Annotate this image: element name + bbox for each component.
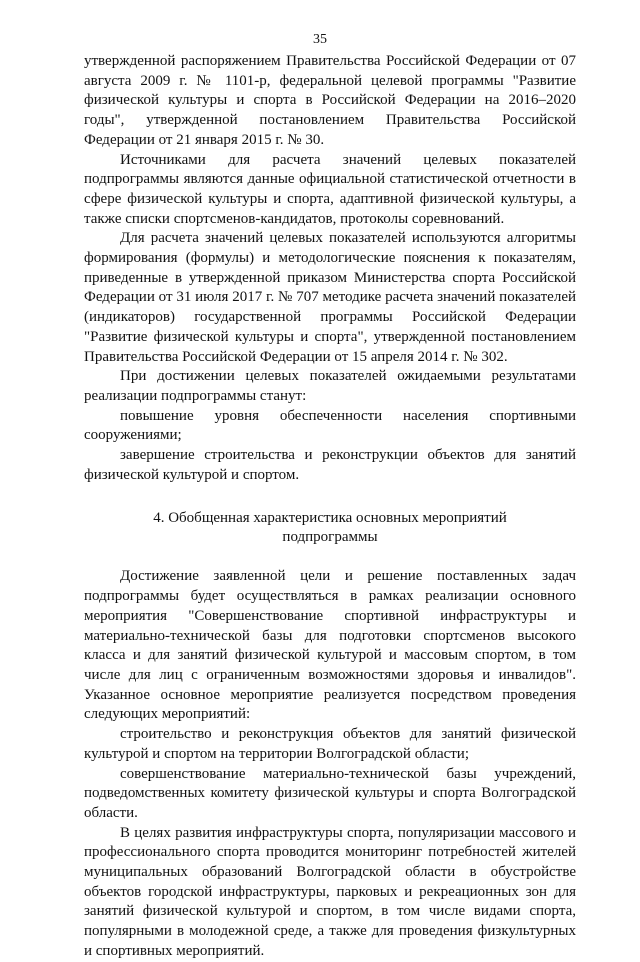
section-heading-line2: подпрограммы — [282, 529, 378, 546]
section-heading-line1: 4. Обобщенная характеристика основных мероприятий — [153, 510, 507, 527]
activity-item-construction: строительство и реконструкция объектов для занятий физической культурой и спортом на территории Волгоградской области; — [84, 726, 576, 762]
result-item-construction: завершение строительства и реконструкции объектов для занятий физической культурой и спортом. — [84, 447, 576, 483]
paragraph-calculation-methods: Для расчета значений целевых показателей используются алгоритмы формирования (формулы) и методологические пояснения к показателям, приведенные в утвержденной приказом Министерства спорта Российской Федерации от 31 июля 2017 г. № 707 методике расчета значений показателей (индикаторов) государственной программы Российской Федерации "Развитие физической культуры и спорта", утвержденной постановлением Правительства Российской Федерации от 15 апреля 2014 г. № 302. — [84, 230, 576, 365]
paragraph-data-sources: Источниками для расчета значений целевых показателей подпрограммы являются данные официальной статистической отчетности в сфере физической культуры и спорта, адаптивной физической культуры, а также списки спортсменов-кандидатов, протоколы соревнований. — [84, 151, 576, 227]
result-item-provision: повышение уровня обеспеченности населения спортивными сооружениями; — [84, 407, 576, 444]
paragraph-monitoring: В целях развития инфраструктуры спорта, популяризации массового и профессионального спорта проводится мониторинг потребностей жителей муниципальных образований Волгоградской области в обустройстве объектов городской инфраструктуры, парковых и рекреационных зон для занятий физической культурой и спортом, в том числе видами спорта, популярными в молодежной среде, а также для проведения физкультурных и спортивных мероприятий. — [84, 824, 576, 959]
paragraph-expected-results: При достижении целевых показателей ожидаемыми результатами реализации подпрограммы станут: — [84, 368, 576, 404]
page-number: 35 — [313, 32, 327, 47]
section-heading — [84, 509, 576, 547]
paragraph-regulation-reference: утвержденной распоряжением Правительства Российской Федерации от 07 августа 2009 г. № 1101-р, федеральной целевой программы "Развитие физической культуры и спорта в Российской Федерации на 2016–2020 годы", утвержденной постановлением Правительства Российской Федерации от 21 января 2015 г. № 30. — [84, 53, 576, 148]
paragraph-main-activity: Достижение заявленной цели и решение поставленных задач подпрограммы будет осуществляться в рамках реализации основного мероприятия "Совершенствование спортивной инфраструктуры и материально-технической базы для подготовки спортсменов высокого класса и для занятий физической культурой и массовым спортом, в том числе для лиц с ограниченным возможностями здоровья и инвалидов". Указанное основное мероприятие реализуется посредством проведения следующих мероприятий: — [84, 568, 576, 723]
document-body — [84, 52, 576, 962]
activity-item-equipment: совершенствование материально-технической базы учреждений, подведомственных комитету физической культуры и спорта Волгоградской области. — [84, 765, 576, 821]
